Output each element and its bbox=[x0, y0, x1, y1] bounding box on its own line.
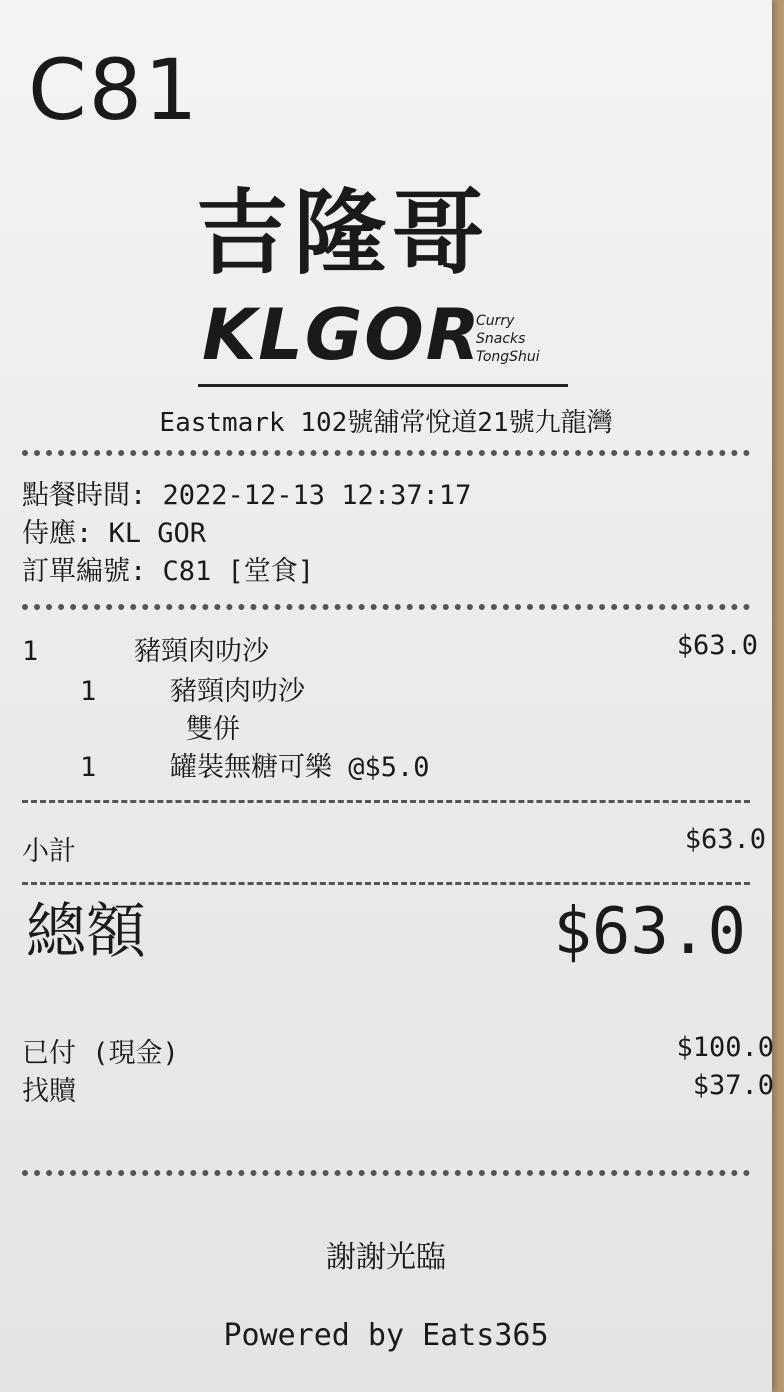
separator bbox=[22, 1170, 750, 1176]
order-number: 訂單編號: C81 [堂食] bbox=[22, 556, 315, 587]
item-name: 豬頸肉叻沙 bbox=[134, 636, 269, 667]
sub-item-qty: 1 bbox=[80, 676, 97, 707]
separator bbox=[22, 882, 750, 885]
paid-label: 已付 (現金) bbox=[22, 1038, 179, 1069]
store-address: Eastmark 102號舖常悅道21號九龍灣 bbox=[159, 408, 613, 438]
logo-chinese: 吉隆哥 bbox=[196, 180, 491, 287]
subtotal-label: 小計 bbox=[22, 836, 76, 867]
tagline-snacks: Snacks bbox=[476, 331, 526, 347]
tagline-curry: Curry bbox=[476, 313, 515, 329]
sub-item-qty: 1 bbox=[80, 752, 97, 783]
logo-underline bbox=[198, 384, 568, 387]
sub-item-name: 豬頸肉叻沙 bbox=[170, 676, 305, 707]
total-value: $63.0 bbox=[553, 895, 746, 969]
sub-item-name: 罐裝無糖可樂 @$5.0 bbox=[170, 752, 430, 783]
item-price: $63.0 bbox=[676, 630, 758, 661]
order-time: 點餐時間: 2022-12-13 12:37:17 bbox=[22, 480, 472, 511]
logo-tagline bbox=[476, 312, 540, 366]
separator bbox=[22, 800, 750, 803]
total-label: 總額 bbox=[26, 897, 146, 967]
paid-value: $100.0 bbox=[676, 1032, 774, 1063]
subtotal-value: $63.0 bbox=[684, 824, 766, 855]
tagline-tongshui: TongShui bbox=[476, 349, 540, 365]
logo-english: KLGOR bbox=[202, 294, 482, 376]
server-name: 侍應: KL GOR bbox=[22, 518, 207, 549]
powered-by: Powered by Eats365 bbox=[223, 1318, 549, 1353]
change-label: 找贖 bbox=[22, 1076, 76, 1107]
order-badge: C81 bbox=[28, 41, 200, 139]
separator bbox=[22, 450, 750, 456]
item-qty: 1 bbox=[22, 636, 39, 667]
thank-you-message: 謝謝光臨 bbox=[326, 1240, 446, 1275]
change-value: $37.0 bbox=[692, 1070, 774, 1101]
separator bbox=[22, 604, 750, 610]
sub-item-option: 雙併 bbox=[186, 714, 240, 745]
